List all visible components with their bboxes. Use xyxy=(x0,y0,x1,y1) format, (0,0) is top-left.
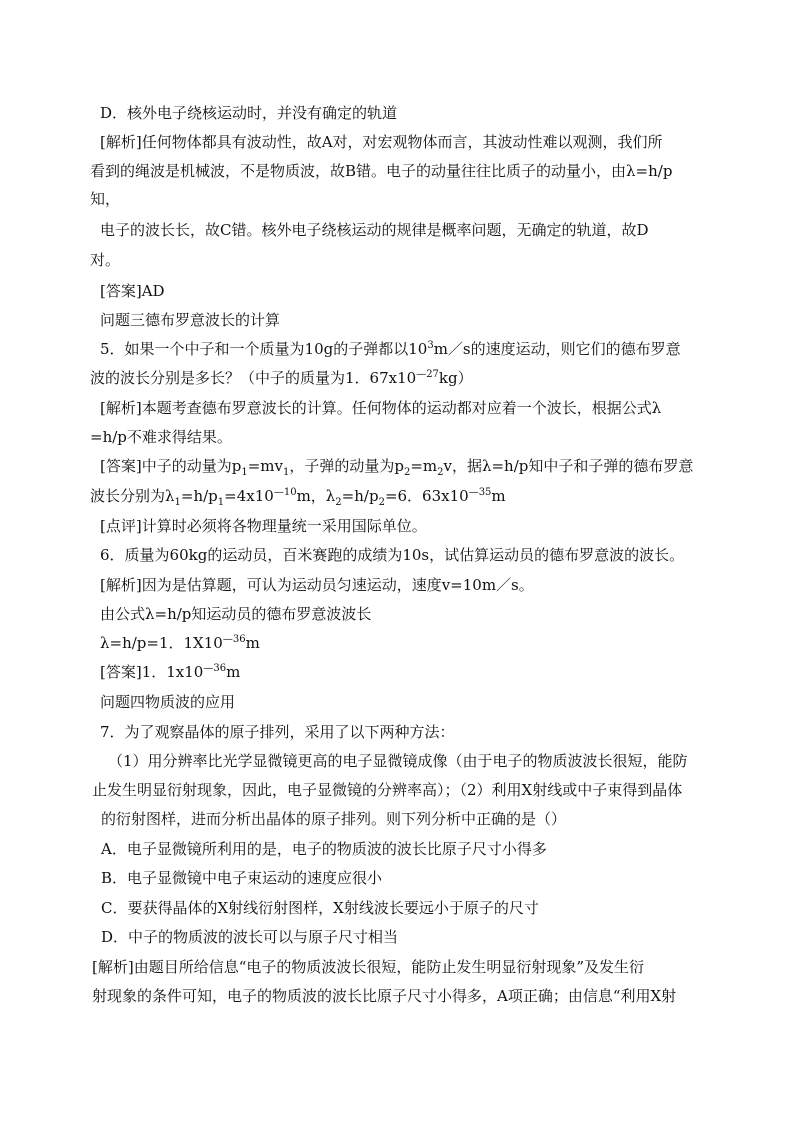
answer-line: [答案]AD xyxy=(100,282,165,300)
text-segment: =6．63x10 xyxy=(384,487,469,505)
superscript: —36 xyxy=(203,663,227,674)
option-c-line: C．要获得晶体的X射线衍射图样，X射线波长要远小于原子的尺寸 xyxy=(101,899,539,917)
text-segment: 5．如果一个中子和一个质量为10g的子弹都以10 xyxy=(100,340,428,358)
subscript: 2 xyxy=(378,497,385,508)
text-segment: [答案]中子的动量为p xyxy=(100,457,242,475)
text-segment: v，据λ=h/p知中子和子弹的德布罗意 xyxy=(443,457,694,475)
text-line xyxy=(90,486,506,506)
subscript: 2 xyxy=(437,467,444,478)
text-line: 看到的绳波是机械波，不是物质波，故B错。电子的动量往往比质子的动量小，由λ=h/p xyxy=(90,162,673,180)
text-line: =h/p不难求得结果。 xyxy=(90,428,232,446)
question-7-line: 7．为了观察晶体的原子排列，采用了以下两种方法： xyxy=(100,723,455,741)
superscript: 3 xyxy=(427,340,434,351)
text-segment: =m xyxy=(410,457,438,475)
question-6-line: 6．质量为60kg的运动员，百米赛跑的成绩为10s，试估算运动员的德布罗意波的波长。 xyxy=(100,546,685,564)
text-segment: m xyxy=(226,663,241,681)
text-segment: λ=h/p=1．1X10 xyxy=(100,634,223,652)
superscript: —36 xyxy=(222,634,246,645)
text-line: 知， xyxy=(90,190,121,208)
text-segment: m xyxy=(491,487,506,505)
text-line: 止发生明显衍射现象，因此，电子显微镜的分辨率高）；（2）利用X射线或中子束得到晶体 xyxy=(92,781,683,799)
text-line: 射现象的条件可知，电子的物质波的波长比原子尺寸小得多，A项正确；由信息“利用X射 xyxy=(92,987,677,1005)
question-5-line xyxy=(100,339,681,359)
text-line: （1）用分辨率比光学显微镜更高的电子显微镜成像（由于电子的物质波波长很短，能防 xyxy=(108,752,688,770)
subscript: 1 xyxy=(217,497,225,508)
subscript: 2 xyxy=(335,497,342,508)
answer-line xyxy=(100,456,693,476)
superscript: —27 xyxy=(416,369,439,380)
subscript: 2 xyxy=(403,467,411,478)
option-a-line: A．电子显微镜所利用的是，电子的物质波的波长比原子尺寸小得多 xyxy=(101,840,547,858)
text-line: 由公式λ=h/p知运动员的德布罗意波波长 xyxy=(100,605,372,623)
text-segment: =h/p xyxy=(180,487,218,505)
section-heading: 问题四物质波的应用 xyxy=(100,693,236,711)
text-segment: =mv xyxy=(247,457,283,475)
analysis-line: [解析]因为是估算题，可认为运动员匀速运动，速度v=10m／s。 xyxy=(100,576,534,594)
superscript: —35 xyxy=(468,487,492,498)
text-line xyxy=(90,368,473,388)
text-segment: m xyxy=(245,634,260,652)
option-d-line: D．中子的物质波的波长可以与原子尺寸相当 xyxy=(101,928,399,946)
text-segment: m／s的速度运动，则它们的德布罗意 xyxy=(433,340,681,358)
comment-line: [点评]计算时必须将各物理量统一采用国际单位。 xyxy=(100,517,427,535)
analysis-line: [解析]由题目所给信息“电子的物质波波长很短，能防止发生明显衍射现象”及发生衍 xyxy=(92,958,645,976)
subscript: 1 xyxy=(282,467,290,478)
text-segment: 波的波长分别是多长？（中子的质量为1．67x10 xyxy=(90,369,417,387)
text-line: 对。 xyxy=(90,251,121,269)
superscript: —10 xyxy=(273,487,297,498)
text-segment: kg） xyxy=(438,369,473,387)
answer-line xyxy=(100,662,240,682)
text-segment: [答案]1．1x10 xyxy=(100,663,204,681)
text-segment: =4x10 xyxy=(224,487,274,505)
text-line: 电子的波长长，故C错。核外电子绕核运动的规律是概率问题，无确定的轨道，故D xyxy=(100,221,649,239)
text-segment: ，子弹的动量为p xyxy=(289,457,404,475)
formula-line xyxy=(100,633,260,653)
section-heading: 问题三德布罗意波长的计算 xyxy=(100,311,281,329)
option-b-line: B．电子显微镜中电子束运动的速度应很小 xyxy=(101,869,383,887)
text-segment: =h/p xyxy=(341,487,379,505)
text-line: 的衍射图样，进而分析出晶体的原子排列。则下列分析中正确的是（） xyxy=(101,810,567,828)
text-segment: 波长分别为λ xyxy=(90,487,175,505)
analysis-line: [解析]任何物体都具有波动性，故A对，对宏观物体而言，其波动性难以观测，我们所 xyxy=(100,133,663,151)
subscript: 1 xyxy=(174,497,181,508)
subscript: 1 xyxy=(241,467,248,478)
option-d-line: D．核外电子绕核运动时，并没有确定的轨道 xyxy=(100,104,398,122)
text-segment: m，λ xyxy=(296,487,336,505)
analysis-line: [解析]本题考查德布罗意波长的计算。任何物体的运动都对应着一个波长，根据公式λ xyxy=(100,399,662,417)
